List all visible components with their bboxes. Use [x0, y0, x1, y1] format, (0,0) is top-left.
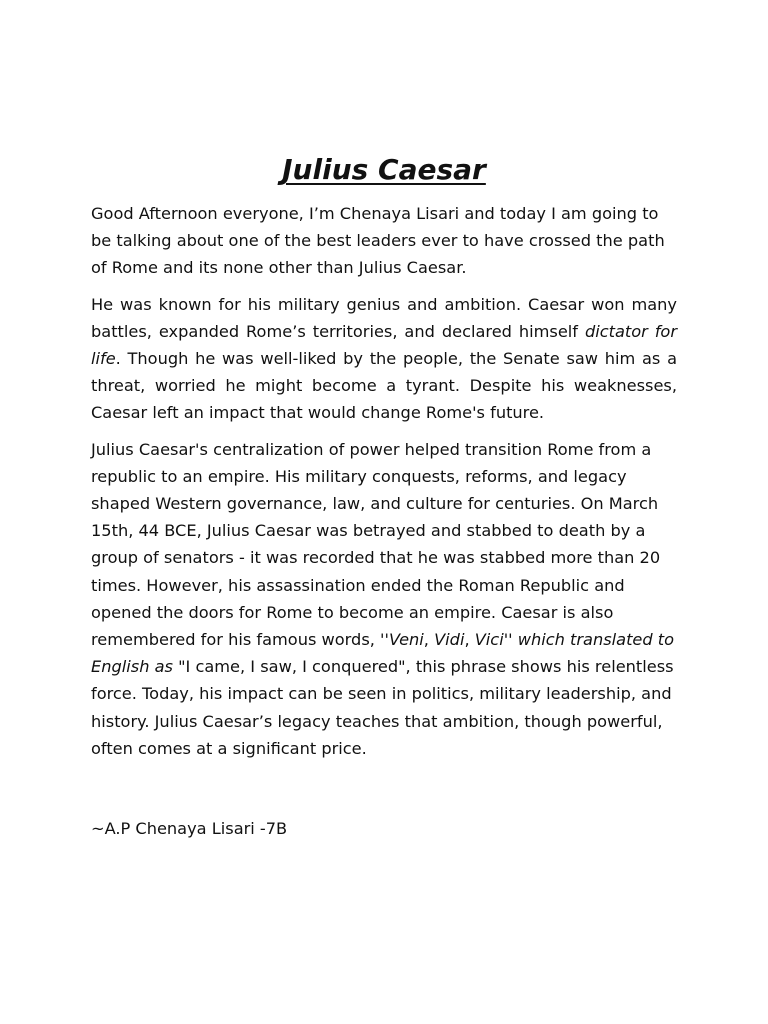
paragraph-text: . Though he was well-liked by the people, the Senate saw him as a threat, worried he might become a tyrant. Despite his weaknesses, Caesar left an impact that would change Rome's future.	[91, 349, 677, 423]
paragraph-legacy	[91, 436, 677, 762]
paragraph-italic-text: Vidi	[434, 630, 465, 650]
paragraph-military-genius	[91, 291, 677, 427]
document-title: Julius Caesar	[282, 153, 486, 186]
paragraph-introduction: Good Afternoon everyone, I’m Chenaya Lisari and today I am going to be talking about one of the best leaders ever to have crossed the path of Rome and its none other than Julius Caesar.	[91, 204, 665, 278]
paragraph-text: He was known for his military genius and ambition. Caesar won many battles, expanded Rome’s territories, and declared himself	[91, 294, 677, 341]
author-signature: ~A.P Chenaya Lisari -7B	[91, 819, 288, 838]
paragraph-text: Julius Caesar's centralization of power helped transition Rome from a republic to an empire. His military conquests, reforms, and legacy shaped Western governance, law, and culture for centuries. On March 15th, 44 BCE, Julius Caesar was betrayed and stabbed to death by a group of senators - it was recorded that he was stabbed more than 20 times. However, his assassination ended the Roman Republic and opened the doors for Rome to become an empire. Caesar is also remembered for his famous words, ''	[91, 439, 661, 650]
paragraph-text: ,	[423, 630, 435, 650]
document-body	[91, 200, 677, 771]
paragraph-text: "I came, I saw, I conquered", this phrase shows his relentless force. Today, his impact can be seen in politics, military leadership, and history. Julius Caesar’s legacy teaches that ambition, though powerful, often comes at a significant price.	[91, 657, 674, 758]
paragraph-italic-text: dictator for life	[91, 321, 677, 369]
paragraph-text: ,	[464, 630, 475, 650]
paragraph-italic-text: Vici'' which translated to English as	[91, 630, 675, 677]
paragraph-italic-text: Veni	[388, 630, 424, 650]
